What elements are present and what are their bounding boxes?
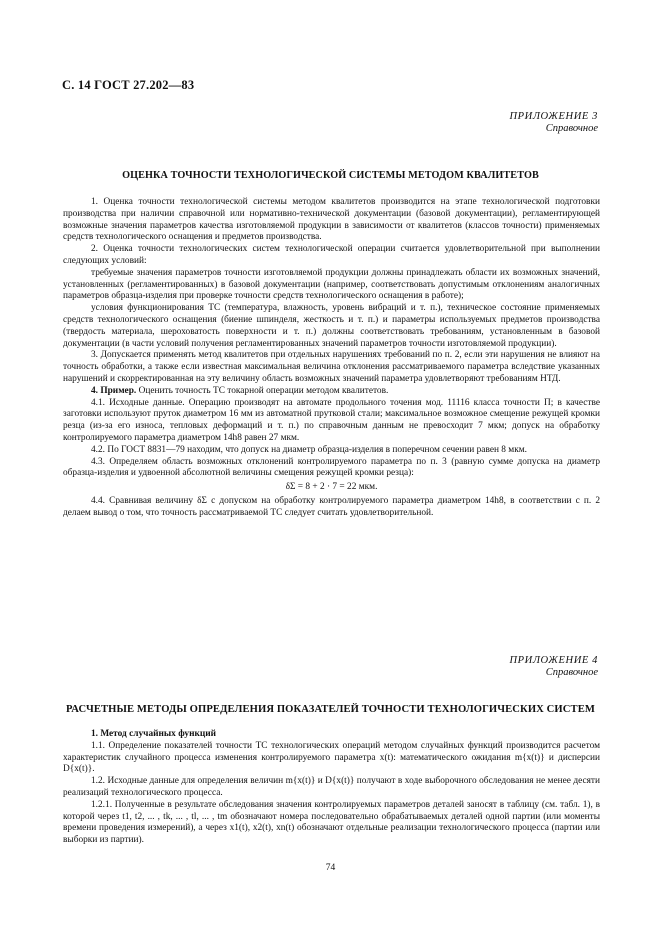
paragraph: 1.1. Определение показателей точности ТС технологических операций методом случайных функций производится расчетом характеристик случайного процесса изменения контролируемого параметра x(t): математического ожидания m{x(t)} и дисперсии D{x(t)}. <box>63 740 600 775</box>
paragraph: 3. Допускается применять метод квалитетов при отдельных нарушениях требований по п. 2, если эти нарушения не влияют на точность обработки, а также если известная максимальная величина отклонения рассматриваемого параметра вследствие указанных нарушений и скорректированная на эту величину область возможных значений параметра удовлетворяют требованиям НТД. <box>63 350 600 384</box>
paragraph: условия функционирования ТС (температура, влажность, уровень вибраций и т. п.), техническое состояние применяемых средств технологического оснащения (биение шпинделя, жесткость и т. п.) и параметры используемых предметов производства (твердость материала, шероховатость поверхности и т. п.) должны соответствовать требованиям, установленным в базовой документации (в части условий получения регламентированных значений параметров точности изготовляемой продукции). <box>63 303 600 349</box>
section-heading: 1. Метод случайных функций <box>91 729 217 739</box>
example-label: 4. Пример. <box>91 385 137 396</box>
paragraph: 4.1. Исходные данные. Операцию производят на автомате продольного точения мод. 11116 класса точности П; в качестве заготовки используют пруток диаметром 16 мм из автоматной прутковой стали; максимальное возможное смещение режущей кромки резца (из-за его износа, тепловых деформаций и т. п.) по справочным данным не превосходит 7 мкм; допуск на обработку контролируемого параметра диаметром 14h8 равен 27 мкм. <box>63 397 600 443</box>
appendix-3-sublabel: Справочное <box>545 123 598 134</box>
paragraph: 1.2. Исходные данные для определения величин m{x(t)} и D{x(t)} получают в ходе выборочного обследования не менее десяти реализаций технологического процесса. <box>63 776 600 798</box>
appendix-3-body <box>63 197 600 520</box>
paragraph: 4.3. Определяем область возможных отклонений контролируемого параметра по п. 3 (равную сумме допуска на диаметр образца-изделия и удвоенной абсолютной величины смещения режущей кромки резца): <box>63 456 600 479</box>
paragraph: 1.2.1. Полученные в результате обследования значения контролируемых параметров деталей заносят в таблицу (см. табл. 1), в которой через t1, t2, ... , tk, ... , tl, ... , tm обозначают номера последовательно обрабатываемых деталей одной партии (или моменты времени проведения измерений), а через x1(t), x2(t), xn(t) обозначают отдельные реализации технологического процесса (партии или выборки из партии). <box>63 799 600 846</box>
example-text: Оценить точность ТС токарной операции методом квалитетов. <box>136 385 389 396</box>
paragraph: 4.4. Сравнивая величину δΣ с допуском на обработку контролируемого параметра диаметром 14h8, в соответствии с п. 2 делаем вывод о том, что точность рассматриваемой ТС следует считать удовлетворительной. <box>63 495 600 518</box>
page-number: 74 <box>325 863 336 873</box>
appendix-4-title: РАСЧЕТНЫЕ МЕТОДЫ ОПРЕДЕЛЕНИЯ ПОКАЗАТЕЛЕЙ ТОЧНОСТИ ТЕХНОЛОГИЧЕСКИХ СИСТЕМ <box>66 704 595 715</box>
appendix-4-label-block <box>509 655 598 679</box>
appendix-4-label: ПРИЛОЖЕНИЕ 4 <box>509 655 598 666</box>
appendix-3-label: ПРИЛОЖЕНИЕ 3 <box>509 111 598 122</box>
paragraph: 2. Оценка точности технологических систем технологической операции считается удовлетворительной при выполнении следующих условий: <box>63 244 600 266</box>
appendix-3-title: ОЦЕНКА ТОЧНОСТИ ТЕХНОЛОГИЧЕСКОЙ СИСТЕМЫ МЕТОДОМ КВАЛИТЕТОВ <box>122 170 539 181</box>
paragraph: 4.2. По ГОСТ 8831—79 находим, что допуск на диаметр образца-изделия в поперечном сечении равен 8 мкм. <box>91 444 528 455</box>
formula: δΣ = 8 + 2 · 7 = 22 мкм. <box>285 482 378 493</box>
paragraph: 1. Оценка точности технологической системы методом квалитетов производится на этапе технологической подготовки производства при наличии справочной или нормативно-технической документации (базовой документации), регламентирующей возможные значения параметров качества изготовляемой продукции в зависимости от квалитетов (классов точности) применяемых средств технологического оснащения и предметов производства. <box>63 197 600 243</box>
appendix-4-body <box>63 729 600 847</box>
paragraph: требуемые значения параметров точности изготовляемой продукции должны принадлежать области их возможных значений, установленных (регламентированных) в базовой документации (например, соответствовать допустимым отклонениям аналогичных параметров образца-изделия при проверке точности средств технологического оснащения в работе); <box>63 267 600 302</box>
paragraph-example <box>63 386 600 398</box>
running-header: С. 14 ГОСТ 27.202—83 <box>62 78 195 92</box>
appendix-4-sublabel: Справочное <box>545 667 598 678</box>
appendix-3-label-block <box>509 111 598 135</box>
